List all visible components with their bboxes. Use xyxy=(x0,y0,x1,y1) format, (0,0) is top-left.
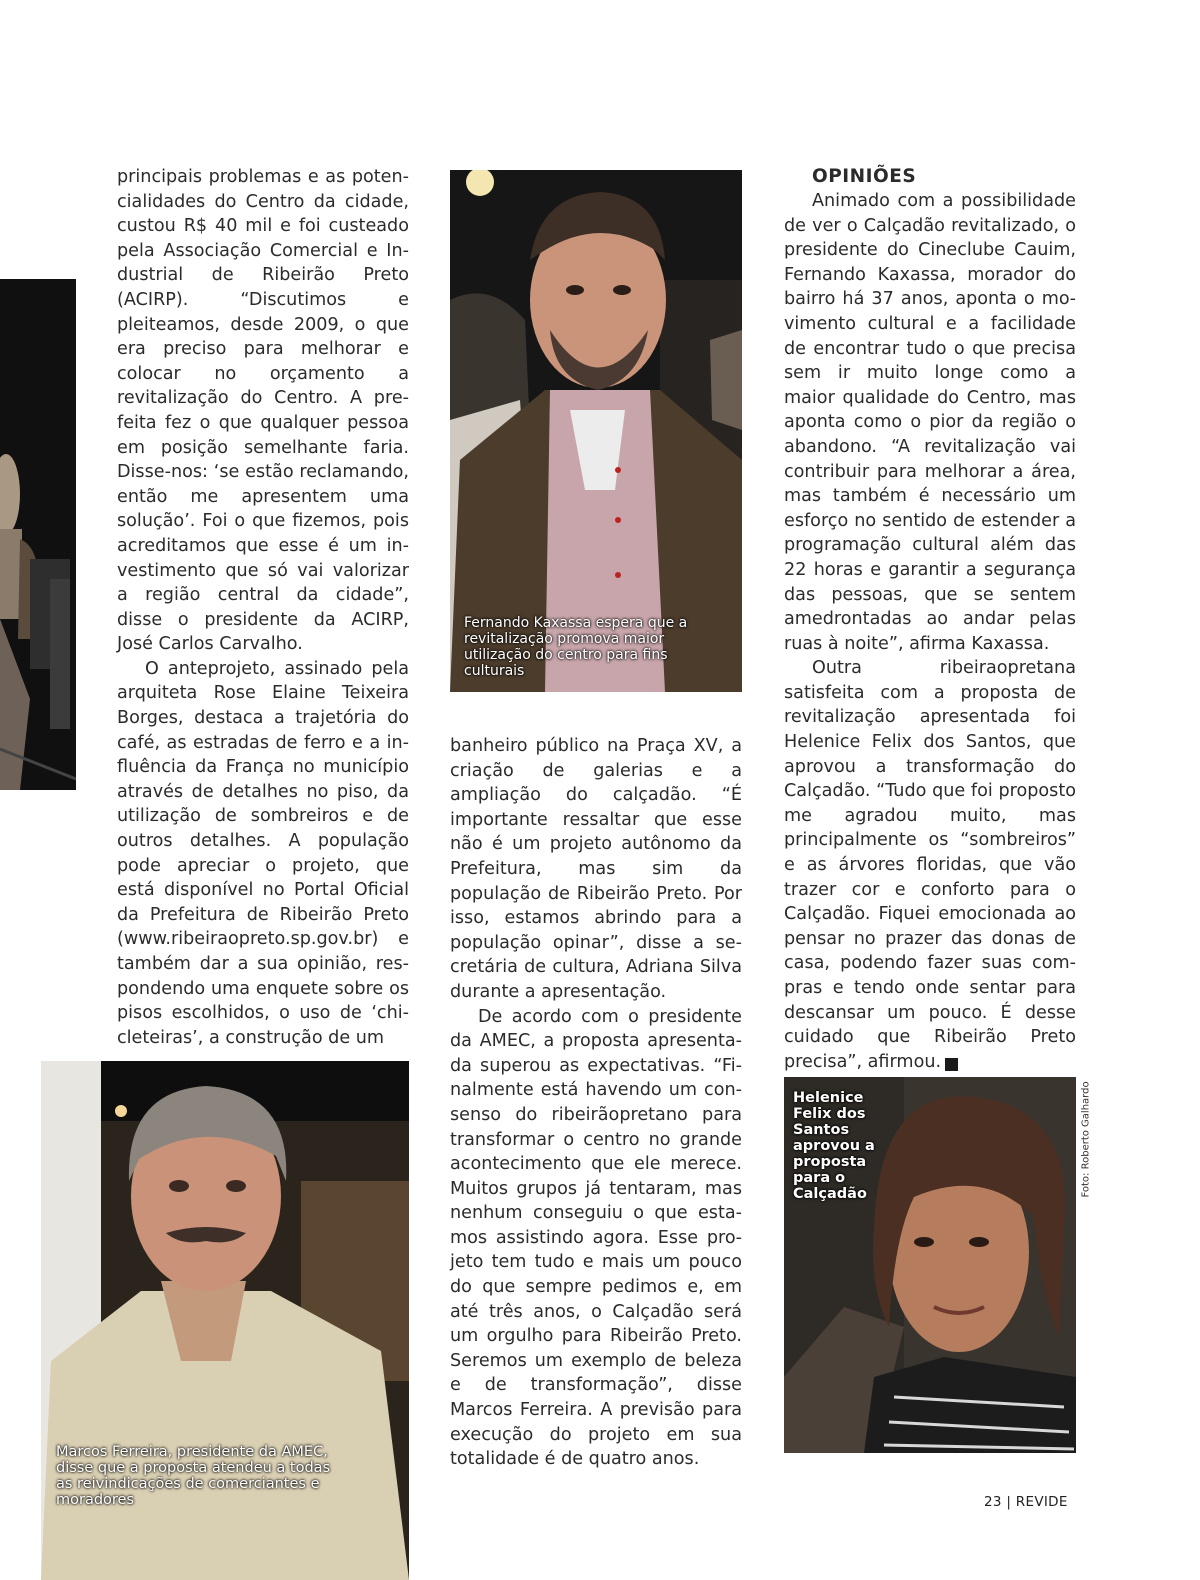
photo-caption: Helenice Felix dos Santos aprovou a proposta para o Calçadão xyxy=(793,1090,875,1202)
section-heading: OPINIÕES xyxy=(812,166,917,187)
photo-caption: Marcos Ferreira, presidente da AMEC, disse que a proposta atendeu a todas as reivindicações de comerciantes e moradores xyxy=(56,1444,331,1508)
photo-credit-text: Foto: Roberto Galhardo xyxy=(1080,1081,1092,1198)
article-paragraph: principais problemas e as potencialidades do Centro da cidade, custou R$ 40 mil e foi custeado pela Associação Comercial e Industrial de Ribeirão Preto (ACIRP). “Discutimos e pleiteamos, desde 2009, o que era preciso para melhorar e colocar no orçamento a revitalização do Centro. A prefeita fez o que qualquer pessoa em posição semelhante faria. Disse-nos: ‘se estão reclamando, então me apresentem uma solução’. Foi o que fizemos, pois acreditamos que esse é um investimento que só vai valorizar a região central da cidade”, disse o presidente da ACIRP, José Carlos Carvalho. xyxy=(117,167,409,655)
article-paragraph: De acordo com o presidente da AMEC, a proposta apresentada superou as expectativas. “Finalmente está havendo um consenso do ribeirãopretano para transformar o centro no grande acontecimento que ele merece. Muitos grupos já tentaram, mas nenhum conseguiu o que estamos assistindo agora. Esse projeto tem tudo e mais um pouco do que sempre pedimos e, em até três anos, o Calçadão será um orgulho para Ribeirão Preto. Seremos um exemplo de beleza e de transformação”, disse Marcos Ferreira. A previsão para execução do projeto em sua totalidade é de quatro anos. xyxy=(450,1006,742,1470)
event-photo-partial xyxy=(0,279,76,790)
photo-credit xyxy=(1078,1080,1092,1200)
article-column-3 xyxy=(784,165,1076,1074)
page-folio: 23 | REVIDE xyxy=(984,1494,1068,1510)
article-paragraph xyxy=(784,656,1076,1074)
article-column-2 xyxy=(450,734,742,1472)
end-of-article-mark: r xyxy=(945,1058,958,1071)
photo-caption: Fernando Kaxassa espera que a revitalização promova maior utilização do centro para fins culturais xyxy=(464,615,688,679)
article-paragraph: Animado com a possibilidade de ver o Calçadão revitalizado, o presidente do Cineclube Cauim, Fernando Kaxassa, morador do bairro há 37 anos, aponta o movimento cultural e a facilidade de encontrar tudo o que precisa sem ir muito longe como a maior qualidade do Centro, mas aponta como o pior da região o abandono. “A revitalização vai contribuir para melhorar a área, mas também é necessário um esforço no sentido de estender a programação cultural além das 22 horas e garantir a segurança das pessoas, que se sentem amedrontadas ao andar pelas ruas à noite”, afirma Kaxassa. xyxy=(784,191,1076,654)
article-column-1 xyxy=(117,165,409,1050)
article-paragraph: banheiro público na Praça XV, a criação de galerias e a ampliação do calçadão. “É importante ressaltar que esse não é um projeto autônomo da Prefeitura, mas sim da população de Ribeirão Preto. Por isso, estamos abrindo para a população opinar”, disse a secretária de cultura, Adriana Silva durante a apresentação. xyxy=(450,736,742,1002)
article-paragraph-text: Outra ribeiraopretana satisfeita com a proposta de revitalização apresentada foi Helenice Felix dos Santos, que aprovou a transformação do Calçadão. “Tudo que foi proposto me agradou muito, mas principalmente os “sombreiros” e as árvores floridas, que vão trazer cor e conforto para o Calçadão. Fiquei emocionada ao pensar no prazer das donas de casa, podendo fazer suas compras e tendo onde sentar para descansar um pouco. É desse cuidado que Ribeirão Preto precisa”, afirmou. xyxy=(784,658,1076,1072)
photo-fernando-kaxassa xyxy=(450,170,742,692)
article-paragraph: O anteprojeto, assinado pela arquiteta Rose Elaine Teixeira Borges, destaca a trajetória do café, as estradas de ferro e a influência da França no município através de detalhes no piso, da utilização de sombreiros e de outros detalhes. A população pode apreciar o projeto, que está disponível no Portal Oficial da Prefeitura de Ribeirão Preto (www.ribeiraopreto.sp.gov.br) e também dar a sua opinião, respondendo uma enquete sobre os pisos escolhidos, o uso de ‘chicleteiras’, a construção de um xyxy=(117,658,409,1048)
